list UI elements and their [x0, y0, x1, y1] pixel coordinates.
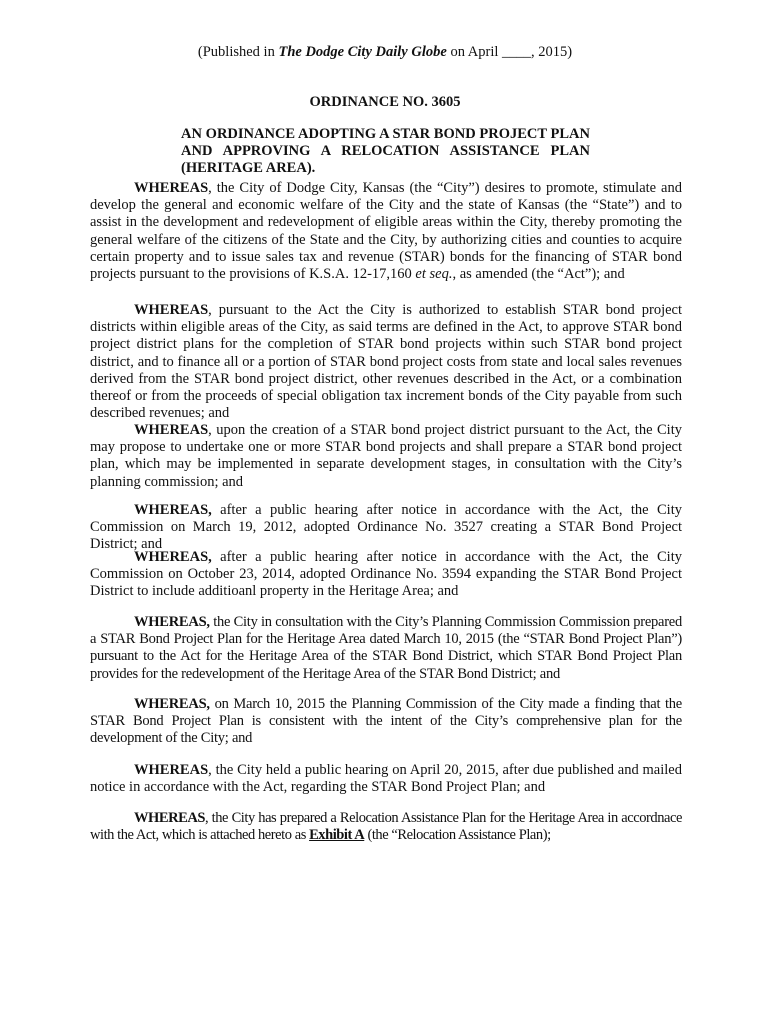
publication-suffix: on April ____, 2015) — [446, 44, 573, 60]
ordinance-title: AN ORDINANCE ADOPTING A STAR BOND PROJECT PLAN AND APPROVING A RELOCATION ASSISTANCE PLAN (HERITAGE AREA). — [181, 126, 590, 176]
newspaper-name: The Dodge City Daily Globe — [278, 44, 447, 60]
paragraph-text: , the City held a public hearing on April 20, 2015, after due published and mailed notice in accordance with the Act, regarding the STAR Bond Project Plan; and — [90, 762, 682, 796]
paragraph-text: , pursuant to the Act the City is authorized to establish STAR bond project districts within eligible areas of the City, as said terms are defined in the Act, to approve STAR bond project district plans for the completion of STAR bond projects within such STAR bond project district, and to finance all or a portion of STAR bond project costs from state and local sales revenues derived from the STAR bond project district, other revenues described in the Act, or a combination thereof or from the proceeds of special obligation tax increment bonds of the City payable from such described revenues; and — [90, 302, 682, 422]
whereas-lead: WHEREAS — [134, 810, 205, 826]
whereas-paragraph-3 — [90, 422, 682, 491]
paragraph-italic: et seq. — [415, 266, 453, 283]
paragraph-text: on March 10, 2015 the Planning Commission of the City made a finding that the STAR Bond Project Plan is consistent with the intent of the City’s comprehensive plan for the development of the City; and — [90, 696, 682, 747]
paragraph-text: , the City has prepared a Relocation Assistance Plan for the Heritage Area in accordnace with the Act, which is attached hereto as — [90, 810, 682, 844]
paragraph-text: , the City of Dodge City, Kansas (the “City”) desires to promote, stimulate and develop the general and economic welfare of the City and the state of Kansas (the “State”) and to assist in the development and redevelopment of eligible areas within the City, thereby promoting the general welfare of the citizens of the State and the City, by authorizing cities and counties to acquire certain property and to issue sales tax and revenue (STAR) bonds for the financing of STAR bond projects pursuant to the provisions of K.S.A. 12-17,160 — [90, 180, 682, 283]
whereas-paragraph-1 — [90, 180, 682, 283]
paragraph-text-end: (the “Relocation Assistance Plan); — [364, 827, 551, 844]
whereas-paragraph-8 — [90, 762, 682, 796]
ordinance-number: ORDINANCE NO. 3605 — [309, 94, 461, 110]
whereas-lead: WHEREAS — [134, 762, 209, 778]
whereas-paragraph-9 — [90, 810, 682, 844]
paragraph-text: after a public hearing after notice in accordance with the Act, the City Commission on March 19, 2012, adopted Ordinance No. 3527 creating a STAR Bond Project District; and — [90, 502, 682, 553]
whereas-paragraph-5 — [90, 549, 682, 601]
paragraph-text-end: , as amended (the “Act”); and — [452, 266, 625, 283]
whereas-lead: WHEREAS, — [134, 614, 210, 630]
whereas-lead: WHEREAS — [134, 302, 209, 318]
whereas-paragraph-7 — [90, 696, 682, 748]
whereas-lead: WHEREAS, — [134, 549, 212, 565]
whereas-paragraph-6 — [90, 614, 682, 683]
whereas-lead: WHEREAS, — [134, 502, 212, 518]
whereas-lead: WHEREAS — [134, 180, 209, 196]
publication-line — [0, 44, 770, 61]
exhibit-a-reference: Exhibit A — [309, 827, 365, 844]
paragraph-text: after a public hearing after notice in accordance with the Act, the City Commission on October 23, 2014, adopted Ordinance No. 3594 expanding the STAR Bond Project District to include additioanl property in the Heritage Area; and — [90, 549, 682, 600]
whereas-lead: WHEREAS — [134, 422, 209, 438]
whereas-paragraph-2 — [90, 302, 682, 422]
paragraph-text: , upon the creation of a STAR bond project district pursuant to the Act, the City may propose to undertake one or more STAR bond projects and shall prepare a STAR bond project plan, which may be implemented in separate development stages, in consultation with the City’s planning commission; and — [90, 422, 682, 490]
whereas-paragraph-4 — [90, 502, 682, 554]
paragraph-text: the City in consultation with the City’s Planning Commission Commission prepared a STAR Bond Project Plan for the Heritage Area dated March 10, 2015 (the “STAR Bond Project Plan”) pursuant to the Act for the Heritage Area of the STAR Bond District, which STAR Bond Project Plan provides for the redevelopment of the Heritage Area of the STAR Bond District; and — [90, 614, 682, 682]
whereas-lead: WHEREAS, — [134, 696, 210, 712]
publication-prefix: (Published in — [197, 44, 279, 60]
